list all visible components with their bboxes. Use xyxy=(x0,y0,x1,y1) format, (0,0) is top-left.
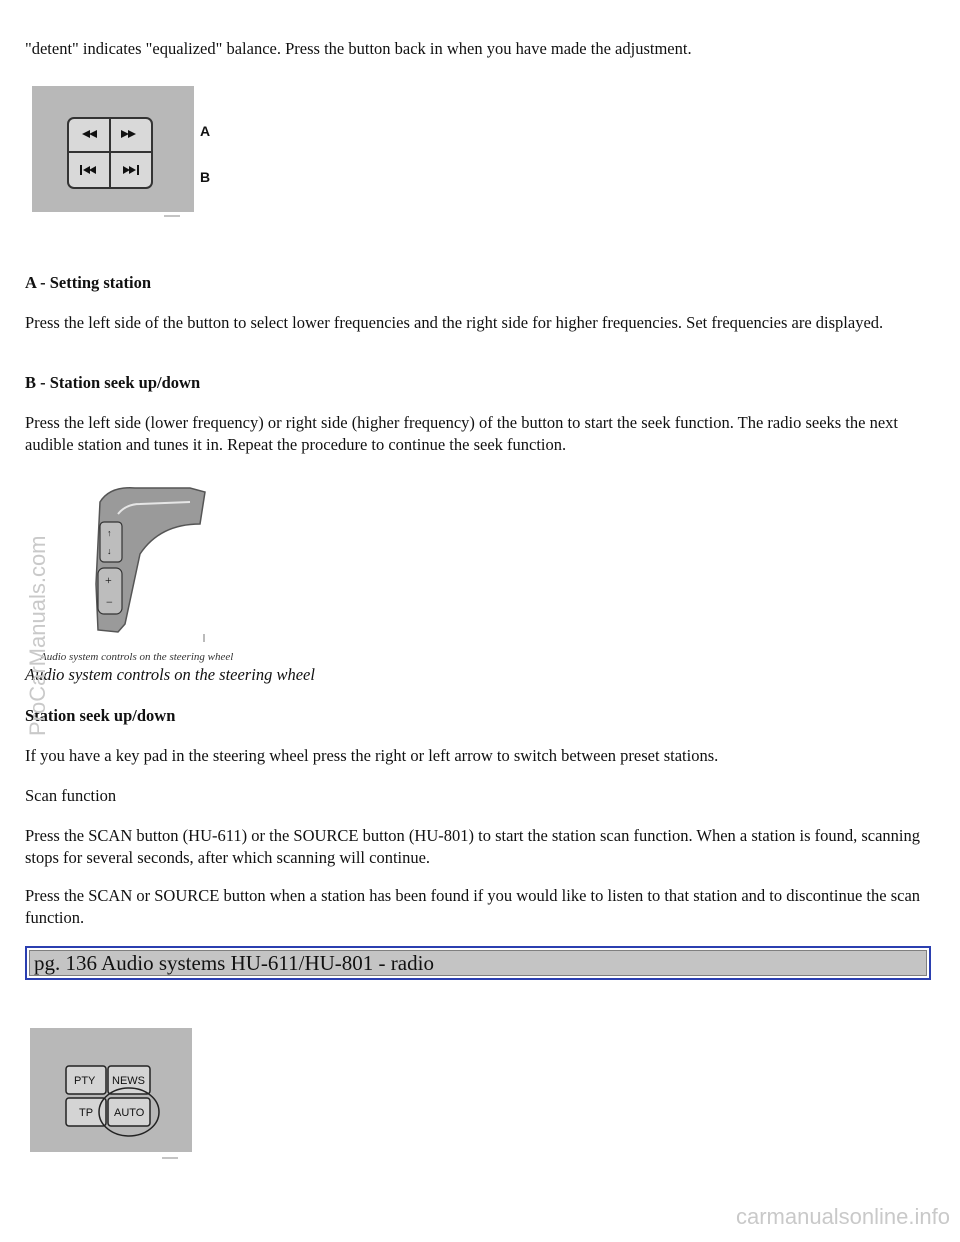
embedded-figure-caption: Audio system controls on the steering wheel xyxy=(40,651,234,663)
label-b: B xyxy=(200,169,211,185)
volume-down-icon: − xyxy=(106,595,113,609)
label-a: A xyxy=(200,123,211,139)
bottom-watermark: carmanualsonline.info xyxy=(735,1204,950,1229)
section-title: pg. 136 Audio systems HU-611/HU-801 - radio xyxy=(29,950,927,976)
paragraph-station-seek: If you have a key pad in the steering wheel press the right or left arrow to switch between preset stations. xyxy=(25,746,719,765)
heading-a: A - Setting station xyxy=(25,273,152,292)
traffic-program-buttons-figure xyxy=(30,1028,200,1162)
seek-buttons-figure xyxy=(32,86,222,222)
section-title-bar xyxy=(25,946,931,980)
paragraph-b: Press the left side (lower frequency) or right side (higher frequency) of the button to start the seek function. The radio seeks the next audible station and tunes it in. Repeat the procedure to continue the seek function. xyxy=(25,413,899,454)
pty-button-label: PTY xyxy=(74,1075,96,1087)
auto-button-label: AUTO xyxy=(114,1107,145,1119)
steering-caption: Audio system controls on the steering wheel xyxy=(25,665,315,684)
paragraph-a: Press the left side of the button to select lower frequencies and the right side for higher frequencies. Set frequencies are displayed. xyxy=(25,313,884,332)
heading-scan-function: Scan function xyxy=(25,786,117,805)
volume-up-icon: + xyxy=(105,573,112,587)
side-watermark: ProCarManuals.com xyxy=(25,535,50,736)
tp-button-label: TP xyxy=(79,1107,94,1119)
paragraph-scan-2: Press the SCAN or SOURCE button when a station has been found if you would like to listen to that station and to discontinue the scan function. xyxy=(25,886,921,927)
news-button-label: NEWS xyxy=(112,1075,145,1087)
intro-paragraph: "detent" indicates "equalized" balance. Press the button back in when you have made the adjustment. xyxy=(25,39,692,58)
heading-b: B - Station seek up/down xyxy=(25,373,201,392)
paragraph-scan-1: Press the SCAN button (HU-611) or the SOURCE button (HU-801) to start the station scan function. When a station is found, scanning stops for several seconds, after which scanning will continue. xyxy=(25,826,921,867)
heading-station-seek: Station seek up/down xyxy=(25,706,176,725)
seek-down-icon: ↓ xyxy=(107,546,112,556)
steering-wheel-controls-figure xyxy=(40,484,260,664)
seek-up-icon: ↑ xyxy=(107,528,112,538)
